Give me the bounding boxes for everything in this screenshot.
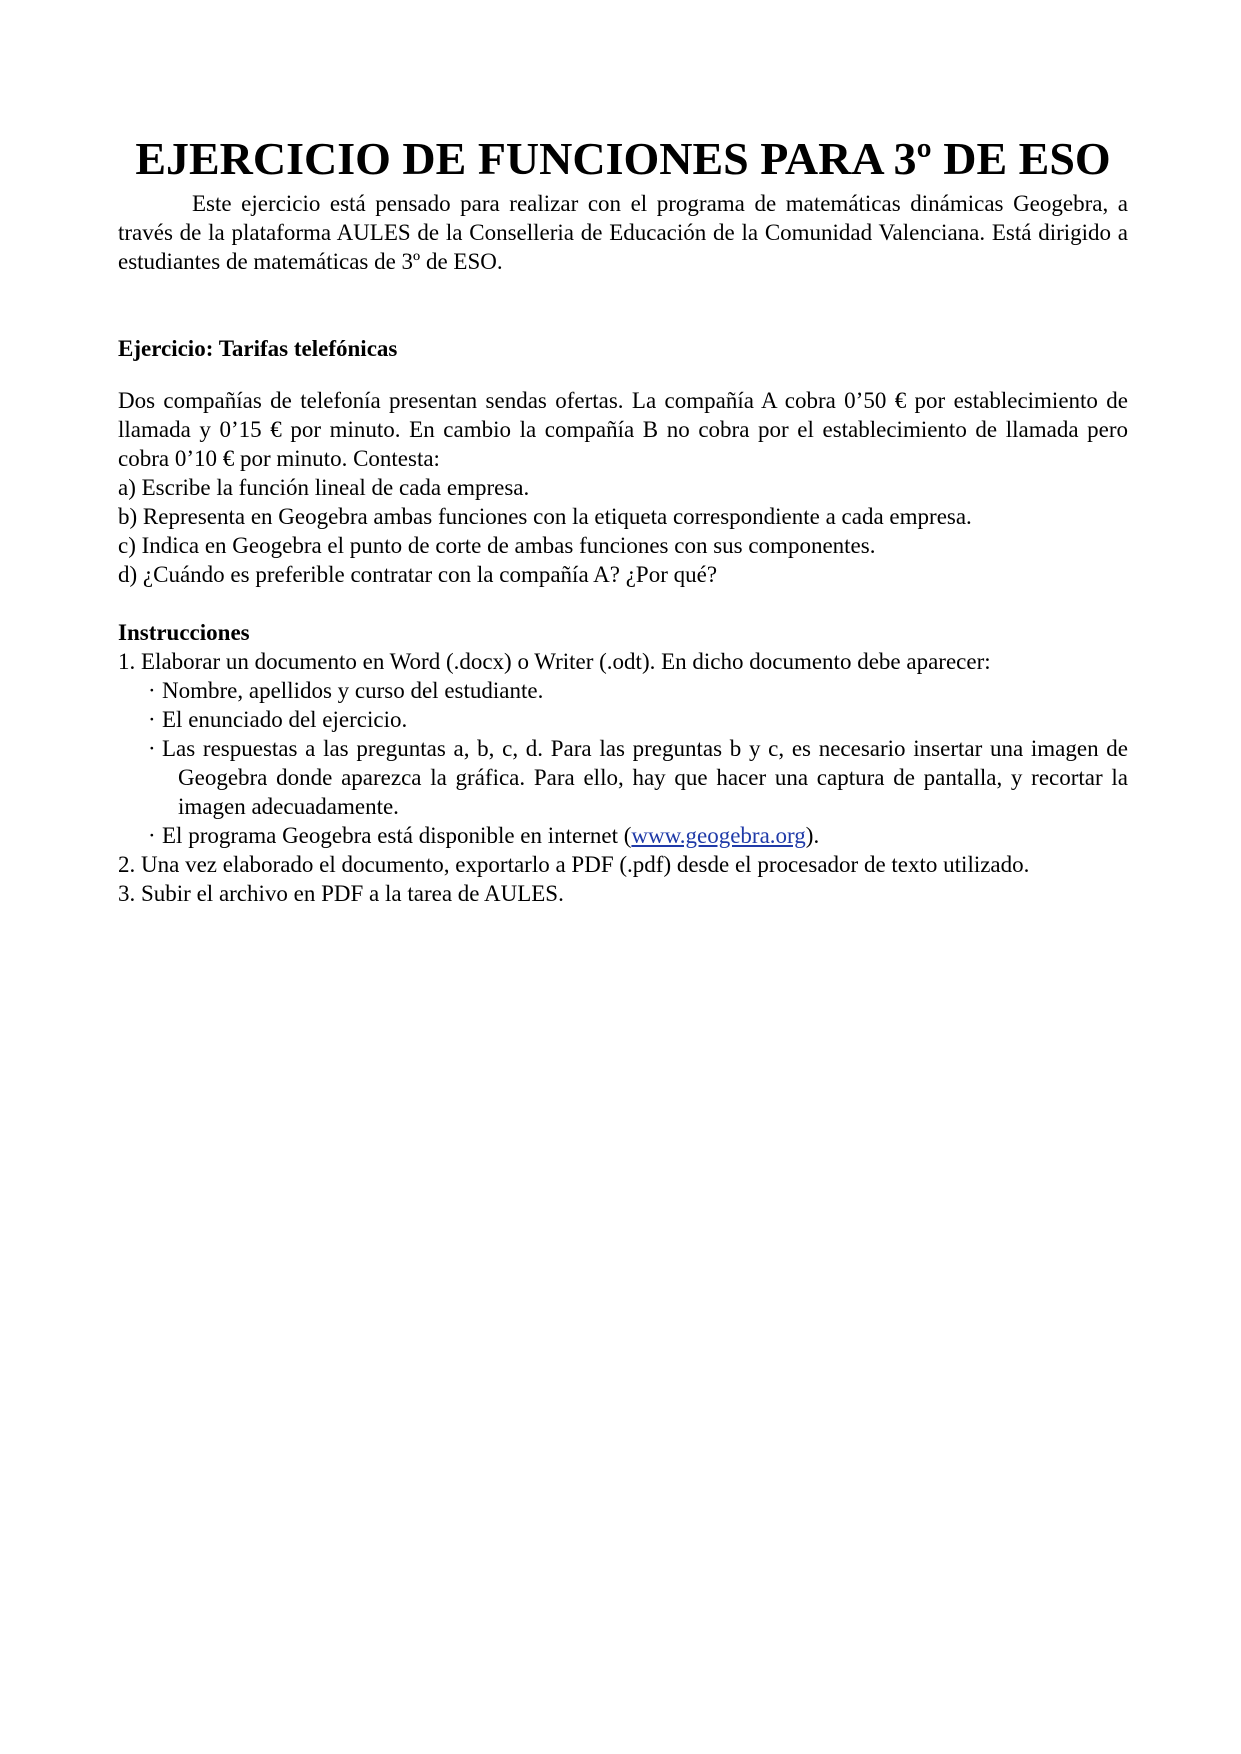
geogebra-availability-suffix: ).: [805, 823, 820, 848]
instruction-step-3: 3. Subir el archivo en PDF a la tarea de AULES.: [118, 881, 564, 906]
requirement-bullet: [148, 676, 1128, 705]
exercise-statement: Dos compañías de telefonía presentan sendas ofertas. La compañía A cobra 0’50 € por establecimiento de llamada y 0’15 € por minuto. En cambio la compañía B no cobra por el establecimiento de llamada pero cobra 0’10 € por minuto. Contesta:: [118, 388, 1128, 471]
requirement-bullet-text: El enunciado del ejercicio.: [162, 707, 408, 732]
instruction-step-1-text: 1. Elaborar un documento en Word (.docx) o Writer (.odt). En dicho documento debe aparecer:: [118, 649, 991, 674]
bullet-dot: ·: [148, 707, 156, 732]
bullet-dot: ·: [148, 678, 156, 703]
bullet-dot: ·: [148, 736, 156, 761]
instructions-heading: Instrucciones: [118, 620, 250, 645]
requirement-bullet: [148, 734, 1128, 821]
requirement-bullet-text: Nombre, apellidos y curso del estudiante.: [162, 678, 544, 703]
geogebra-link[interactable]: www.geogebra.org: [631, 823, 806, 848]
question-list: [118, 473, 1128, 589]
intro-paragraph: Este ejercicio está pensado para realizar con el programa de matemáticas dinámicas Geogebra, a través de la plataforma AULES de la Conselleria de Educación de la Comunidad Valenciana. Está dirigido a estudiantes de matemáticas de 3º de ESO.: [118, 191, 1128, 274]
geogebra-availability-text: El programa Geogebra está disponible en internet (: [162, 823, 632, 848]
exercise-heading: Ejercicio: Tarifas telefónicas: [118, 336, 398, 361]
instruction-step-2: 2. Una vez elaborado el documento, exportarlo a PDF (.pdf) desde el procesador de texto utilizado.: [118, 852, 1030, 877]
requirement-bullets: [148, 676, 1128, 850]
question-c: c) Indica en Geogebra el punto de corte de ambas funciones con sus componentes.: [118, 533, 876, 558]
document-title: EJERCICIO DE FUNCIONES PARA 3º DE ESO: [135, 133, 1111, 184]
requirement-bullet-text: Las respuestas a las preguntas a, b, c, d. Para las preguntas b y c, es necesario insertar una imagen de Geogebra donde aparezca la gráfica. Para ello, hay que hacer una captura de pantalla, y recortar la imagen adecuadamente.: [162, 736, 1128, 819]
document-content: [118, 133, 1128, 908]
requirement-bullet: [148, 821, 1128, 850]
instruction-steps: [118, 647, 1128, 908]
instruction-step-1: [118, 647, 1128, 850]
requirement-bullet: [148, 705, 1128, 734]
question-a: a) Escribe la función lineal de cada empresa.: [118, 475, 530, 500]
bullet-dot: ·: [148, 823, 156, 848]
question-d: d) ¿Cuándo es preferible contratar con la compañía A? ¿Por qué?: [118, 562, 718, 587]
question-b: b) Representa en Geogebra ambas funciones con la etiqueta correspondiente a cada empresa.: [118, 504, 972, 529]
